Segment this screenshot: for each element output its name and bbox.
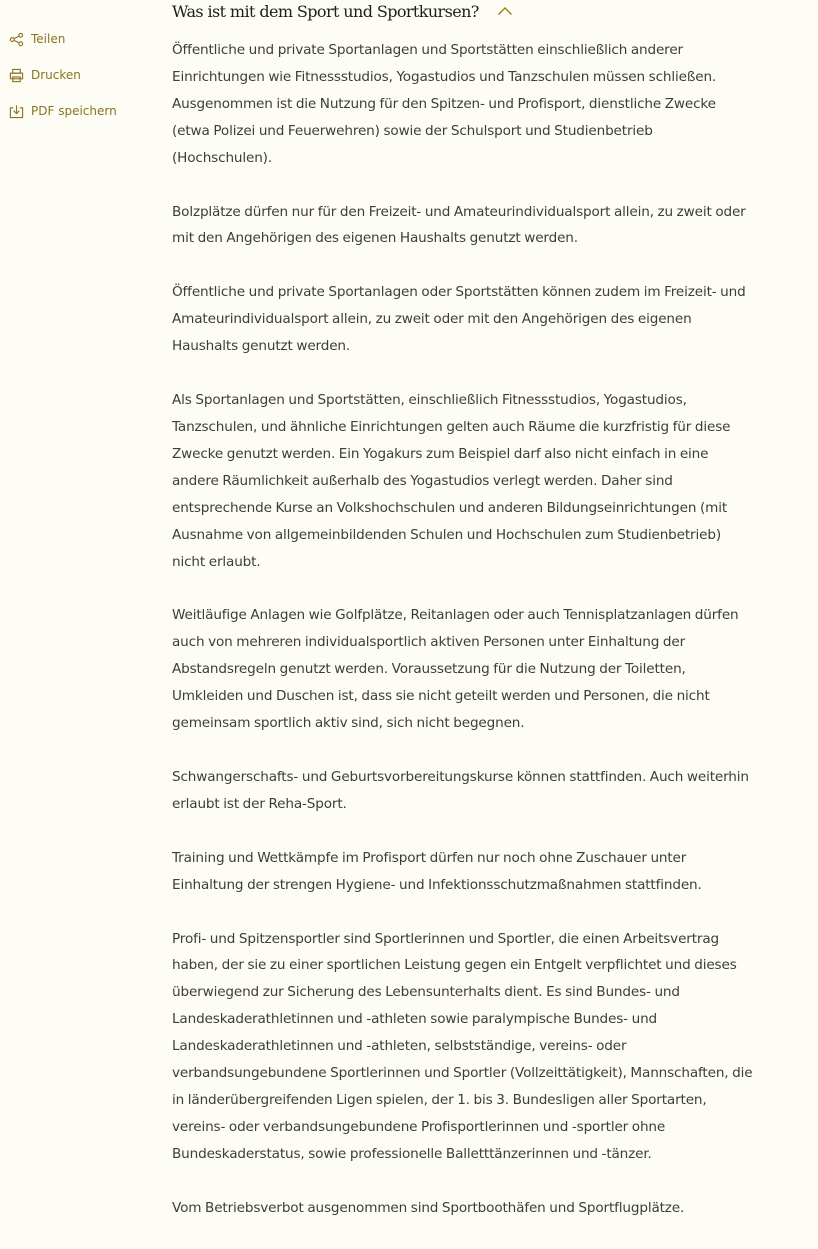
paragraph: Schwangerschafts- und Geburtsvorbereitungskurse können stattfinden. Auch weiterhin erlaubt ist der Reha-Sport.	[172, 768, 749, 812]
print-label: Drucken	[31, 68, 81, 82]
section-title: Was ist mit dem Sport und Sportkursen?	[172, 1, 479, 21]
paragraph: Öffentliche und private Sportanlagen oder Sportstätten können zudem im Freizeit- und Amateurindividualsport allein, zu zweit oder mit den Angehörigen des eigenen Haushalts genutzt werden.	[172, 284, 746, 355]
share-icon	[8, 31, 24, 47]
paragraph: Profi- und Spitzensportler sind Sportlerinnen und Sportler, die einen Arbeitsvertrag haben, der sie zu einer sportlichen Leistung gegen ein Entgelt verpflichtet und dieses überwiegend zur Sicherung des Lebensunterhalts dient. Es sind Bundes- und Landeskaderathletinnen und -athleten sowie paralympische Bundes- und Landeskaderathletinnen und -athleten, selbstständige, vereins- oder verbandsungebundene Sportlerinnen und Sportler (Vollzeittätigkeit), Mannschaften, die in länderübergreifenden Ligen spielen, der 1. bis 3. Bundesligen aller Sportarten, vereins- oder verbandsungebundene Profisportlerinnen und -sportler ohne Bundeskaderstatus, sowie professionelle Balletttänzerinnen und -tänzer.	[172, 930, 753, 1162]
paragraph: Öffentliche und private Sportanlagen und Sportstätten einschließlich anderer Einrichtungen wie Fitnessstudios, Yogastudios und Tanzschulen müssen schließen. Ausgenommen ist die Nutzung für den Spitzen- und Profisport, dienstliche Zwecke (etwa Polizei und Feuerwehren) sowie der Schulsport und Studienbetrieb (Hochschulen).	[172, 42, 717, 166]
paragraph: Weitläufige Anlagen wie Golfplätze, Reitanlagen oder auch Tennisplatzanlagen dürfen auch von mehreren individualsportlich aktiven Personen unter Einhaltung der Abstandsregeln genutzt werden. Voraussetzung für die Nutzung der Toiletten, Umkleiden und Duschen ist, dass sie nicht geteilt werden und Personen, die nicht gemeinsam sportlich aktiv sind, sich nicht begegnen.	[172, 607, 739, 732]
accordion-header[interactable]	[172, 0, 515, 22]
share-label: Teilen	[31, 32, 66, 46]
save-pdf-label: PDF speichern	[31, 104, 117, 118]
print-button[interactable]	[8, 65, 81, 85]
paragraph: Bolzplätze dürfen nur für den Freizeit- und Amateurindividualsport allein, zu zweit oder mit den Angehörigen des eigenen Haushalts genutzt werden.	[172, 203, 746, 247]
download-icon	[8, 103, 24, 119]
paragraph: Vom Betriebsverbot ausgenommen sind Sportboothäfen und Sportflugplätze.	[172, 1199, 685, 1216]
printer-icon	[8, 67, 24, 83]
chevron-up-icon[interactable]	[497, 5, 515, 17]
accordion-content	[172, 37, 756, 1249]
save-pdf-button[interactable]	[8, 101, 117, 121]
paragraph: Als Sportanlagen und Sportstätten, einschließlich Fitnessstudios, Yogastudios, Tanzschulen, und ähnliche Einrichtungen gelten auch Räume die kurzfristig für diese Zwecke genutzt werden. Ein Yogakurs zum Beispiel darf also nicht einfach in eine andere Räumlichkeit außerhalb des Yogastudios verlegt werden. Daher sind entsprechende Kurse an Volkshochschulen und anderen Bildungseinrichtungen (mit Ausnahme von allgemeinbildenden Schulen und Hochschulen zum Studienbetrieb) nicht erlaubt.	[172, 392, 731, 570]
paragraph: Training und Wettkämpfe im Profisport dürfen nur noch ohne Zuschauer unter Einhaltung der strengen Hygiene- und Infektionsschutzmaßnahmen stattfinden.	[172, 849, 702, 893]
share-button[interactable]	[8, 29, 65, 49]
